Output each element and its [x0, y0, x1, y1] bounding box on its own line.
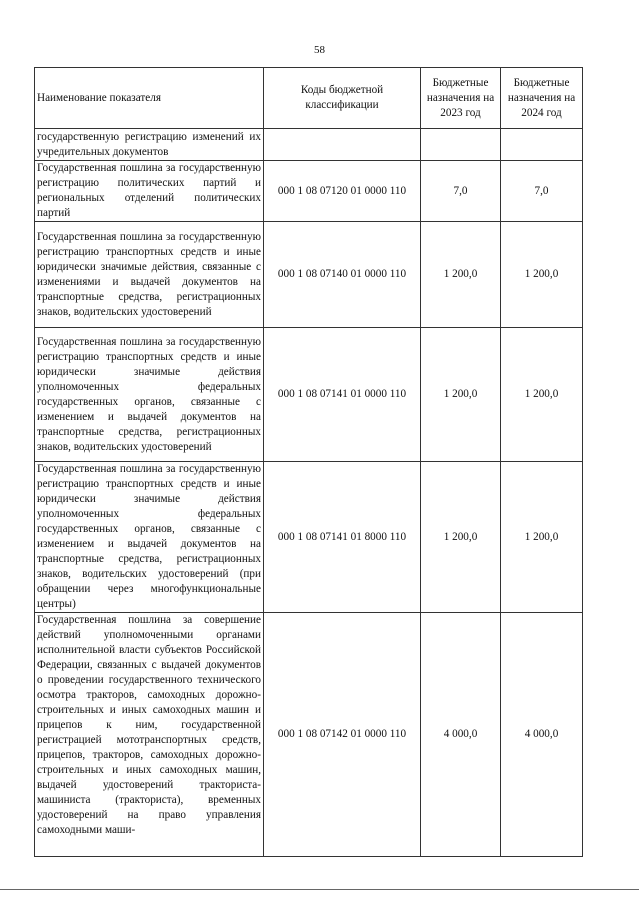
budget-table [34, 67, 583, 857]
page-bottom-divider [0, 889, 639, 890]
row-2024: 1 200,0 [501, 462, 583, 613]
row-2023: 1 200,0 [421, 462, 501, 613]
row-2024: 1 200,0 [501, 328, 583, 462]
row-2023: 4 000,0 [421, 613, 501, 857]
table-row [35, 222, 583, 328]
header-2023: Бюджетные назначения на 2023 год [421, 68, 501, 129]
row-code [264, 129, 421, 161]
table-header-row [35, 68, 583, 129]
row-2024: 7,0 [501, 161, 583, 222]
table-row [35, 613, 583, 857]
row-code: 000 1 08 07140 01 0000 110 [264, 222, 421, 328]
header-name: Наименование показателя [35, 68, 264, 129]
table-row [35, 328, 583, 462]
table-row [35, 129, 583, 161]
table-row [35, 161, 583, 222]
header-code: Коды бюджетной классификации [264, 68, 421, 129]
row-name: Государственная пошлина за государственную регистрацию политических партий и региональных отделений политических партий [35, 161, 264, 222]
row-code: 000 1 08 07142 01 0000 110 [264, 613, 421, 857]
row-code: 000 1 08 07120 01 0000 110 [264, 161, 421, 222]
header-2024: Бюджетные назначения на 2024 год [501, 68, 583, 129]
page-number: 58 [314, 44, 325, 56]
row-code: 000 1 08 07141 01 8000 110 [264, 462, 421, 613]
row-name: государственную регистрацию изменений их учредительных документов [35, 129, 264, 161]
row-2024: 1 200,0 [501, 222, 583, 328]
row-name: Государственная пошлина за государственную регистрацию транспортных средств и иные юридически значимые действия уполномоченных федеральных государственных органов, связанные с изменением и выдачей документов на транспортные средства, регистрационных знаков, водительских удостоверений [35, 328, 264, 462]
table-row [35, 462, 583, 613]
row-2023: 7,0 [421, 161, 501, 222]
row-name: Государственная пошлина за совершение действий уполномоченными органами исполнительной власти субъектов Российской Федерации, связанных с выдачей документов о проведении государственного технического осмотра тракторов, самоходных дорожно-строительных и иных самоходных машин и прицепов к ним, государственной регистрацией мототранспортных средств, прицепов, тракторов, самоходных дорожно-строительных и иных самоходных машин, выдачей удостоверений тракториста-машиниста (тракториста), временных удостоверений на право управления самоходными маши- [35, 613, 264, 857]
row-name: Государственная пошлина за государственную регистрацию транспортных средств и иные юридически значимые действия уполномоченных федеральных государственных органов, связанные с изменением и выдачей документов на транспортные средства, регистрационных знаков, водительских удостоверений (при обращении через многофункциональные центры) [35, 462, 264, 613]
row-2023 [421, 129, 501, 161]
row-2023: 1 200,0 [421, 328, 501, 462]
row-2024 [501, 129, 583, 161]
row-2023: 1 200,0 [421, 222, 501, 328]
row-code: 000 1 08 07141 01 0000 110 [264, 328, 421, 462]
row-name: Государственная пошлина за государственную регистрацию транспортных средств и иные юридически значимые действия, связанные с изменениями и выдачей документов на транспортные средства, регистрационных знаков, водительских удостоверений [35, 222, 264, 328]
row-2024: 4 000,0 [501, 613, 583, 857]
